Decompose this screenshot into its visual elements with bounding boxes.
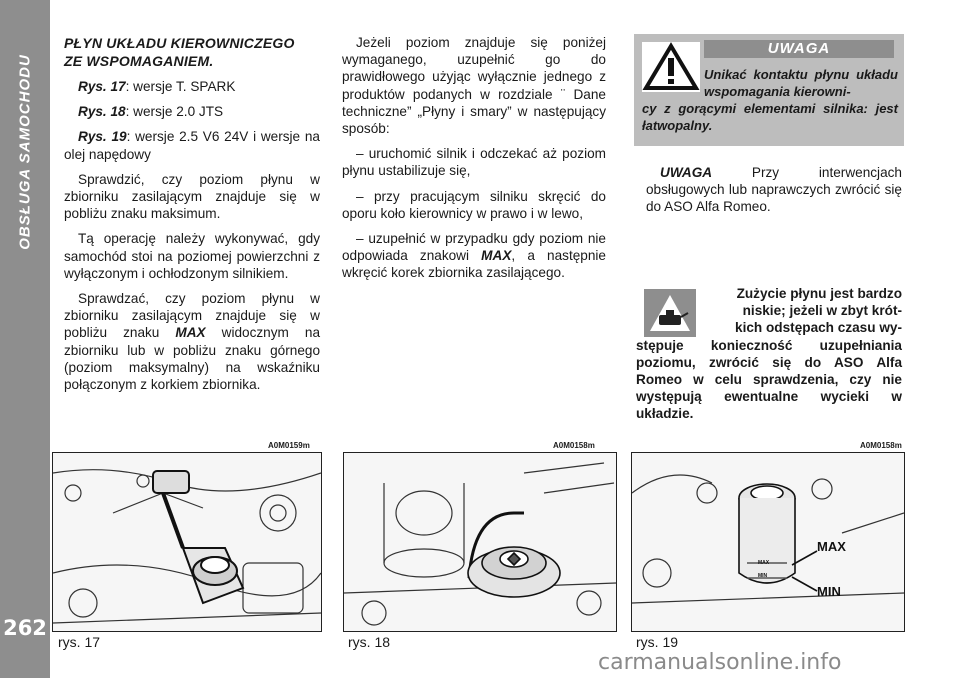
uwaga-label: UWAGA <box>660 165 713 180</box>
figure-code-19: A0M0158m <box>860 441 902 450</box>
paragraph-1: Sprawdzić, czy poziom płynu w zbiorniku zasilającym znajduje się w pobliżu znaku maksimum. <box>64 171 320 222</box>
figure-17-image <box>52 452 322 632</box>
warning-title: UWAGA <box>704 40 894 58</box>
engine-reservoir-illustration-17 <box>53 453 321 631</box>
column-1 <box>64 34 320 401</box>
p3-end: widocznym na zbiorniku lub w pobliżu znaku górnego (poziom maksymalny) na wskaźniku połączonym z korkiem zbiornika. <box>64 325 320 393</box>
note-line-3: kich odstępach czasu wy- <box>735 320 902 336</box>
section-heading <box>64 34 320 70</box>
ref-18 <box>64 103 320 120</box>
caption-19: rys. 19 <box>636 634 679 650</box>
col2-paragraph-4 <box>342 230 606 282</box>
col2-paragraph-1: Jeżeli poziom znajduje się poniżej wymaganego, uzupełnić go do prawidłowego użyjąc wyłącznie jednego z produktów podanych w rozdziale ¨ Dane techniczne” „Płyny i smary” w następujący sposób: <box>342 35 606 137</box>
p4-end: , a następnie wkręcić korek zbiornika zasilającego. <box>342 248 606 281</box>
sidebar <box>0 0 50 678</box>
uwaga-text: Przy interwencjach obsługowych lub naprawczych zwrócić się do ASO Alfa Romeo. <box>646 165 902 215</box>
reservoir-max-mark: MAX <box>758 560 770 566</box>
engine-reservoir-illustration-18 <box>344 453 616 631</box>
max-mark-2: MAX <box>481 248 512 264</box>
paragraph-2: Tą operację należy wykonywać, gdy samochód stoi na poziomej powierzchni z wyłączonym i ochłodzonym silnikiem. <box>64 231 320 281</box>
reservoir-min-mark: MIN <box>758 573 768 579</box>
heading-line-1: PŁYN UKŁADU KIEROWNICZEGO <box>64 35 295 51</box>
warning-box <box>634 34 904 146</box>
note-line-2: niskie; jeżeli w zbyt krót- <box>742 303 902 319</box>
engine-reservoir-illustration-19 <box>632 453 904 631</box>
page-number: 262 <box>3 616 47 640</box>
max-mark: MAX <box>175 325 206 341</box>
ref-19-text: : wersje 2.5 V6 24V i wersje na olej napędowy <box>64 129 320 162</box>
p3-start: Sprawdzać, czy poziom płynu w zbiorniku zasilającym znajduje się w pobliżu znaku <box>64 291 320 341</box>
watermark: carmanualsonline.info <box>598 650 842 675</box>
max-label: MAX <box>817 539 846 554</box>
ref-18-text: : wersje 2.0 JTS <box>125 104 224 120</box>
ref-19-label: Rys. 19 <box>78 129 127 145</box>
warning-text-2: cy z gorącymi elementami silnika: jest łatwopalny. <box>642 101 898 133</box>
ref-18-label: Rys. 18 <box>78 104 126 120</box>
figure-18-image <box>343 452 617 632</box>
col2-paragraph-3: – przy pracującym silniku skręcić do oporu koło kierownicy w prawo i w lewo, <box>342 188 606 221</box>
note-line-1: Zużycie płynu jest bardzo <box>736 286 902 301</box>
column-3 <box>646 164 902 224</box>
p4-start: – uzupełnić w przypadku gdy poziom nie odpowiada znakowi <box>342 231 606 264</box>
figure-19-image <box>631 452 905 632</box>
warning-triangle-icon <box>642 42 700 92</box>
figure-code-18: A0M0158m <box>553 441 595 450</box>
section-title: OBSŁUGA SAMOCHODU <box>16 54 34 250</box>
fluid-can-icon <box>644 289 696 337</box>
ref-17-label: Rys. 17 <box>78 79 126 94</box>
consumption-note <box>636 285 902 423</box>
caption-18: rys. 18 <box>348 634 391 650</box>
heading-line-2: ZE WSPOMAGANIEM. <box>64 53 214 69</box>
column-2 <box>342 34 606 290</box>
warning-text-1: Unikać kontaktu płynu układu wspomagania kierowni- <box>704 67 898 99</box>
ref-19 <box>64 128 320 162</box>
uwaga-paragraph <box>646 164 902 216</box>
min-label: MIN <box>817 584 841 599</box>
paragraph-3 <box>64 290 320 393</box>
caption-17: rys. 17 <box>58 634 101 650</box>
note-rest: stępuje konieczność uzupełniania poziomu, zwrócić się do ASO Alfa Romeo w celu sprawdzenia, czy nie występują ewentualne wycieki w układzie. <box>636 337 902 422</box>
figure-code-17: A0M0159m <box>268 441 310 450</box>
col2-paragraph-2: – uruchomić silnik i odczekać aż poziom płynu ustabilizuje się, <box>342 146 606 179</box>
ref-17-text: : wersje T. SPARK <box>125 79 236 94</box>
ref-17 <box>64 78 320 95</box>
